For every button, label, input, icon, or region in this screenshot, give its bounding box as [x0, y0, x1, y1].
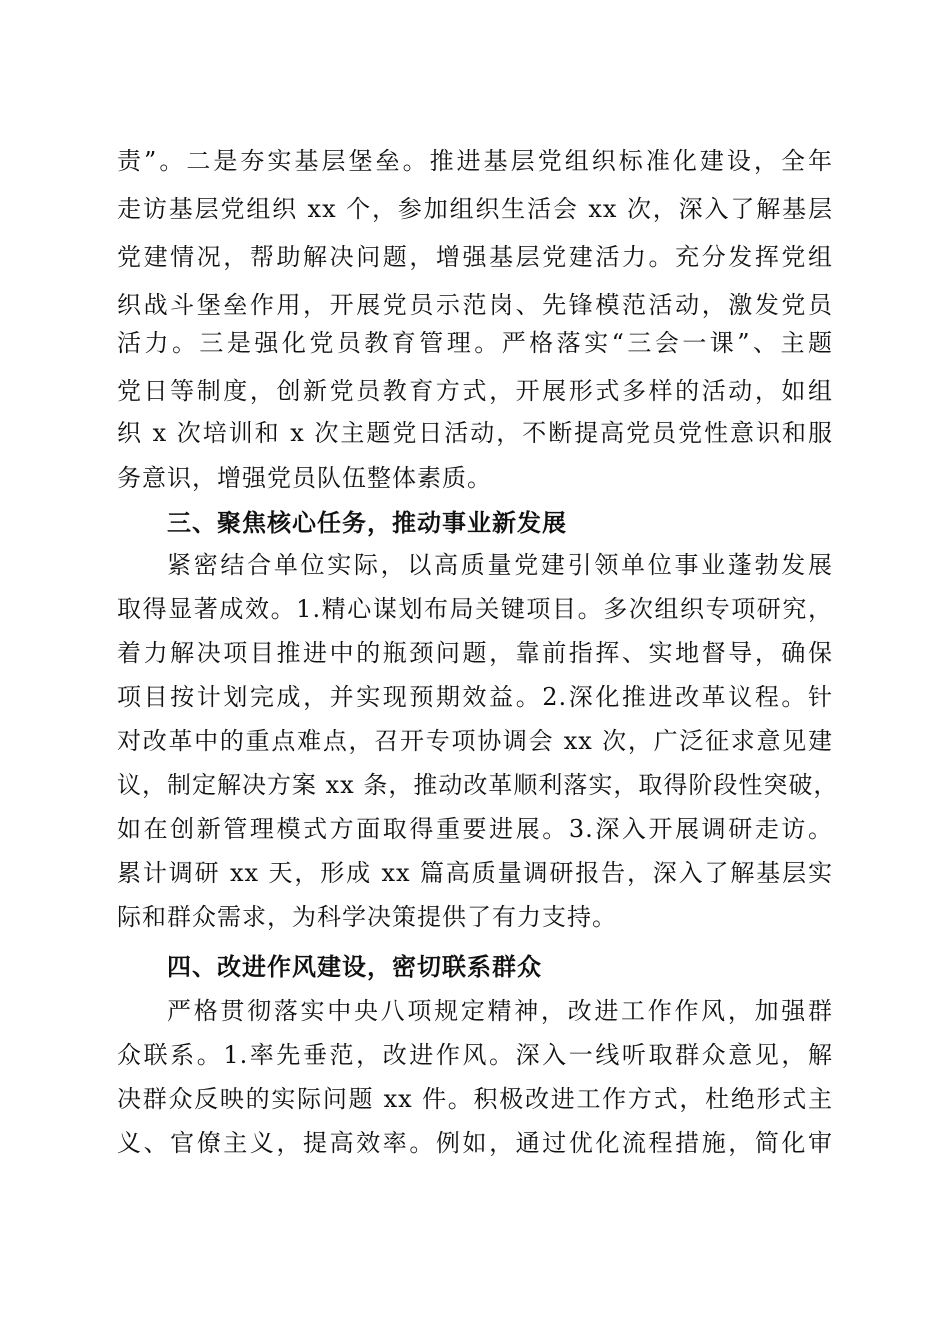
paragraph-line: 党建情况，帮助解决问题，增强基层党建活力。充分发挥党组 — [117, 243, 833, 271]
paragraph-line: 严格贯彻落实中央八项规定精神，改进工作作风，加强群 — [167, 997, 833, 1025]
paragraph-line: 累计调研 xx 天，形成 xx 篇高质量调研报告，深入了解基层实 — [117, 859, 833, 887]
paragraph-line: 紧密结合单位实际，以高质量党建引领单位事业蓬勃发展 — [167, 551, 833, 579]
paragraph-line: 织 x 次培训和 x 次主题党日活动，不断提高党员党性意识和服 — [117, 419, 833, 447]
paragraph-line: 决群众反映的实际问题 xx 件。积极改进工作方式，杜绝形式主 — [117, 1085, 833, 1113]
paragraph-line: 党日等制度，创新党员教育方式，开展形式多样的活动，如组 — [117, 377, 833, 405]
paragraph-line: 责”。二是夯实基层堡垒。推进基层党组织标准化建设，全年 — [117, 147, 833, 175]
paragraph-line: 取得显著成效。1.精心谋划布局关键项目。多次组织专项研究， — [117, 595, 833, 623]
paragraph-line: 活力。三是强化党员教育管理。严格落实“三会一课”、主题 — [117, 329, 833, 357]
paragraph-line: 务意识，增强党员队伍整体素质。 — [117, 464, 492, 492]
paragraph-line: 对改革中的重点难点，召开专项协调会 xx 次，广泛征求意见建 — [117, 727, 833, 755]
paragraph-line: 走访基层党组织 xx 个，参加组织生活会 xx 次，深入了解基层 — [117, 195, 833, 223]
paragraph-line: 际和群众需求，为科学决策提供了有力支持。 — [117, 903, 617, 931]
paragraph-line: 织战斗堡垒作用，开展党员示范岗、先锋模范活动，激发党员 — [117, 291, 833, 319]
paragraph-line: 议，制定解决方案 xx 条，推动改革顺利落实，取得阶段性突破， — [117, 771, 839, 799]
paragraph-line: 众联系。1.率先垂范，改进作风。深入一线听取群众意见，解 — [117, 1041, 833, 1069]
paragraph-line: 如在创新管理模式方面取得重要进展。3.深入开展调研走访。 — [117, 815, 833, 843]
paragraph-line: 着力解决项目推进中的瓶颈问题，靠前指挥、实地督导，确保 — [117, 639, 833, 667]
paragraph-line: 义、官僚主义，提高效率。例如，通过优化流程措施，简化审 — [117, 1129, 833, 1157]
paragraph-line: 项目按计划完成，并实现预期效益。2.深化推进改革议程。针 — [117, 683, 833, 711]
section-heading: 三、聚焦核心任务，推动事业新发展 — [167, 509, 567, 537]
section-heading: 四、改进作风建设，密切联系群众 — [167, 953, 542, 981]
